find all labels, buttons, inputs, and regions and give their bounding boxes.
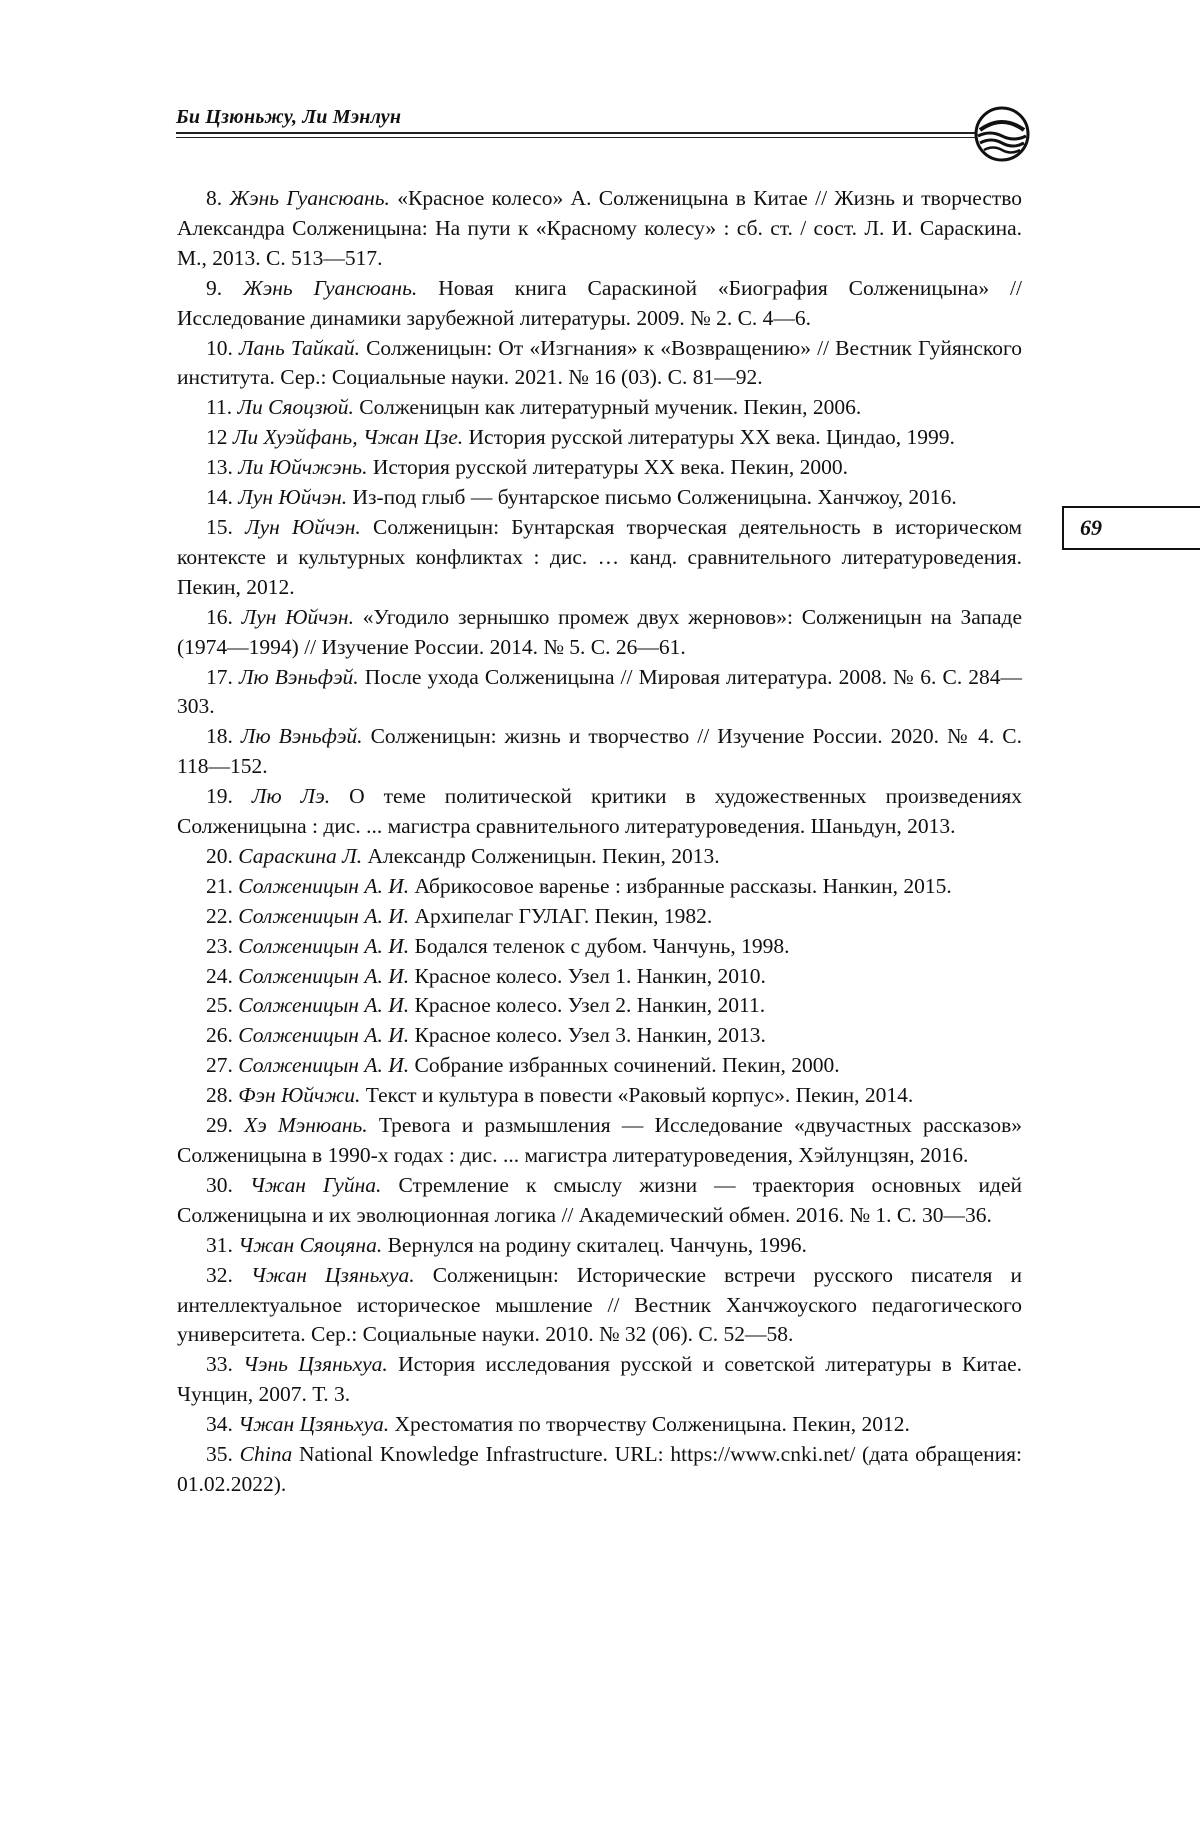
reference-text: «Красное колесо» А. Солженицына в Китае // Жизнь и творчество Александра Солженицына: На пути к «Красному колесу» : сб. ст. / сост. Л. И. Сараскина. М., 2013. С. 513—517. <box>177 186 1023 270</box>
reference-text: Красное колесо. Узел 1. Нанкин, 2010. <box>414 963 766 988</box>
reference-author: Солженицын А. И. <box>238 933 410 958</box>
reference-author: Солженицын А. И. <box>238 993 410 1018</box>
reference-text: Солженицын: От «Изгнания» к «Возвращению» // Вестник Гуйянского института. Сер.: Социальные науки. 2021. № 16 (03). С. 81—92. <box>177 335 1023 390</box>
reference-item <box>177 782 1022 842</box>
reference-text: Новая книга Сараскиной «Биография Солженицына» // Исследование динамики зарубежной литературы. 2009. № 2. С. 4—6. <box>177 275 1023 330</box>
running-header <box>176 104 1024 164</box>
reference-text: Хрестоматия по творчеству Солженицына. Пекин, 2012. <box>394 1412 910 1437</box>
reference-text: Текст и культура в повести «Раковый корпус». Пекин, 2014. <box>365 1083 914 1108</box>
reference-number: 32. <box>206 1262 233 1287</box>
reference-number: 11. <box>206 395 233 420</box>
reference-item <box>177 902 1022 932</box>
reference-item <box>177 423 1022 453</box>
reference-author: Ли Сяоцзюй. <box>237 395 354 420</box>
reference-text: История русской литературы XX века. Циндао, 1999. <box>468 425 955 450</box>
page-number-tab <box>1062 506 1200 550</box>
reference-author: Жэнь Гуансюань. <box>243 275 418 300</box>
reference-number: 23. <box>206 933 233 958</box>
reference-author: Сараскина Л. <box>238 843 363 868</box>
reference-list <box>177 184 1022 1500</box>
reference-item <box>177 991 1022 1021</box>
reference-author: Хэ Мэнюань. <box>244 1113 368 1138</box>
reference-text: Тревога и размышления — Исследование «двучастных рассказов» Солженицына в 1990-х годах : дис. ... магистра литературоведения, Хэйлунцзян, 2016. <box>177 1113 1023 1167</box>
reference-item <box>177 483 1022 513</box>
reference-author: Ли Юйчжэнь. <box>238 455 368 480</box>
reference-author: Солженицын А. И. <box>238 1053 410 1078</box>
journal-logo-icon <box>972 104 1032 164</box>
reference-item <box>177 1410 1022 1440</box>
reference-text: Солженицын: жизнь и творчество // Изучение России. 2020. № 4. С. 118—152. <box>177 724 1023 779</box>
reference-author: Солженицын А. И. <box>238 963 410 988</box>
reference-text: Солженицын: Исторические встречи русского писателя и интеллектуальное историческое мышление // Вестник Ханчжоуского педагогического университета. Сер.: Социальные науки. 2010. № 32 (06). С. 52—58. <box>177 1262 1023 1347</box>
reference-text: Стремление к смыслу жизни — траектория основных идей Солженицына и их эволюционная логика // Академический обмен. 2016. № 1. С. 30—36. <box>177 1172 1023 1227</box>
reference-item <box>177 1171 1022 1231</box>
reference-author: Чжан Гуйна. <box>249 1172 382 1197</box>
reference-author: Чжан Цзяньхуа. <box>238 1412 390 1437</box>
reference-item <box>177 1231 1022 1261</box>
reference-number: 28. <box>206 1083 233 1108</box>
reference-number: 24. <box>206 963 233 988</box>
reference-author: Солженицын А. И. <box>238 1023 410 1048</box>
reference-number: 12 <box>206 425 228 450</box>
reference-item <box>177 872 1022 902</box>
reference-text: Солженицын: Бунтарская творческая деятельность в историческом контексте и культурных конфликтах : дис. … канд. сравнительного литературоведения. Пекин, 2012. <box>177 514 1022 599</box>
reference-number: 17. <box>206 664 233 689</box>
reference-item <box>177 722 1022 782</box>
reference-text: Из-под глыб — бунтарское письмо Солженицына. Ханчжоу, 2016. <box>352 485 957 510</box>
header-authors: Би Цзюньжу, Ли Мэнлун <box>176 106 402 128</box>
reference-number: 34. <box>206 1412 233 1437</box>
reference-item <box>177 842 1022 872</box>
reference-number: 21. <box>206 873 233 898</box>
page-number: 69 <box>1080 515 1102 540</box>
reference-number: 35. <box>206 1442 233 1467</box>
reference-author: China <box>239 1442 293 1467</box>
reference-author: Чжан Цзяньхуа. <box>250 1262 415 1287</box>
reference-number: 25. <box>206 993 233 1018</box>
reference-author: Лун Юйчэн. <box>241 604 354 629</box>
reference-number: 31. <box>206 1232 233 1257</box>
reference-item <box>177 513 1022 603</box>
reference-author: Лань Тайкай. <box>239 335 360 360</box>
reference-item <box>177 1350 1022 1410</box>
reference-text: О теме политической критики в художественных произведениях Солженицына : дис. ... магистра сравнительного литературоведения. Шаньдун, 2013. <box>177 784 1023 839</box>
reference-number: 29. <box>206 1113 233 1138</box>
reference-number: 9. <box>206 275 223 300</box>
reference-item <box>177 1261 1022 1351</box>
reference-author: Лю Вэньфэй. <box>238 664 359 689</box>
reference-number: 8. <box>206 186 223 210</box>
reference-author: Ли Хуэйфань, Чжан Цзе. <box>232 425 464 450</box>
reference-text: История исследования русской и советской литературы в Китае. Чунцин, 2007. Т. 3. <box>177 1352 1022 1407</box>
reference-item <box>177 334 1022 394</box>
reference-text: Красное колесо. Узел 3. Нанкин, 2013. <box>414 1023 766 1048</box>
reference-text: После ухода Солженицына // Мировая литература. 2008. № 6. С. 284—303. <box>177 664 1023 719</box>
header-rule <box>176 132 976 138</box>
reference-item <box>177 1081 1022 1111</box>
reference-text: Вернулся на родину скиталец. Чанчунь, 1996. <box>387 1232 807 1257</box>
reference-author: Лун Юйчэн. <box>238 485 348 510</box>
reference-author: Лю Вэньфэй. <box>240 724 363 749</box>
reference-number: 10. <box>206 335 233 360</box>
reference-number: 13. <box>206 455 233 480</box>
reference-item <box>177 274 1022 334</box>
reference-item <box>177 1021 1022 1051</box>
reference-author: Фэн Юйчжи. <box>238 1083 361 1108</box>
reference-item <box>177 453 1022 483</box>
reference-text: Александр Солженицын. Пекин, 2013. <box>367 843 720 868</box>
reference-number: 20. <box>206 843 233 868</box>
reference-item <box>177 663 1022 723</box>
reference-number: 22. <box>206 903 233 928</box>
reference-item <box>177 1111 1022 1171</box>
reference-author: Чжан Сяоцяна. <box>238 1232 383 1257</box>
reference-number: 15. <box>206 514 233 539</box>
reference-author: Чэнь Цзяньхуа. <box>243 1352 388 1377</box>
reference-item <box>177 932 1022 962</box>
reference-author: Лун Юйчэн. <box>245 514 361 539</box>
reference-item <box>177 1440 1022 1500</box>
reference-number: 26. <box>206 1023 233 1048</box>
reference-number: 16. <box>206 604 233 629</box>
reference-number: 14. <box>206 485 233 510</box>
reference-text: Абрикосовое варенье : избранные рассказы. Нанкин, 2015. <box>414 873 952 898</box>
reference-number: 33. <box>206 1352 233 1377</box>
reference-text: Архипелаг ГУЛАГ. Пекин, 1982. <box>414 903 713 928</box>
reference-number: 30. <box>206 1172 233 1197</box>
reference-author: Солженицын А. И. <box>238 903 410 928</box>
reference-author: Солженицын А. И. <box>238 873 410 898</box>
reference-number: 19. <box>206 784 233 809</box>
reference-number: 18. <box>206 724 233 749</box>
reference-text: История русской литературы XX века. Пекин, 2000. <box>372 455 848 480</box>
reference-item <box>177 1051 1022 1081</box>
reference-text: «Угодило зернышко промеж двух жерновов»: Солженицын на Западе (1974—1994) // Изучение России. 2014. № 5. С. 26—61. <box>177 604 1023 659</box>
reference-text: National Knowledge Infrastructure. URL: https://www.cnki.net/ (дата обращения: 01.02.2022). <box>177 1442 1023 1496</box>
reference-text: Бодался теленок с дубом. Чанчунь, 1998. <box>414 933 790 958</box>
reference-item <box>177 184 1022 274</box>
reference-author: Жэнь Гуансюань. <box>229 186 390 210</box>
reference-author: Лю Лэ. <box>251 784 331 809</box>
reference-item <box>177 603 1022 663</box>
reference-item <box>177 393 1022 423</box>
reference-item <box>177 962 1022 992</box>
reference-text: Солженицын как литературный мученик. Пекин, 2006. <box>359 395 862 420</box>
reference-text: Собрание избранных сочинений. Пекин, 2000. <box>414 1053 840 1078</box>
reference-number: 27. <box>206 1053 233 1078</box>
reference-text: Красное колесо. Узел 2. Нанкин, 2011. <box>414 993 766 1018</box>
